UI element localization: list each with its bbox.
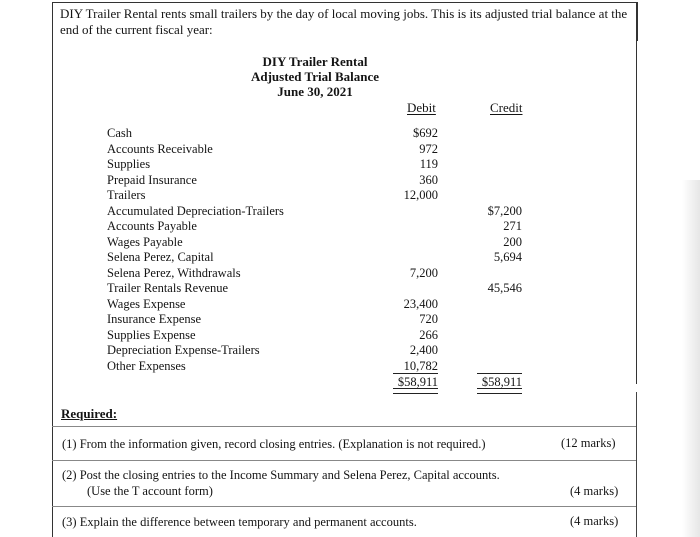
report-date: June 30, 2021 [277,84,353,99]
debit-total: $58,911 [397,375,438,389]
question-separator-1 [52,426,636,427]
account-name: Wages Expense [107,296,186,311]
frame-left-border [52,2,53,537]
debit-amount: 2,400 [409,343,438,357]
account-name: Trailers [107,188,146,202]
credit-total: $58,911 [481,375,522,389]
debit-double-underline [393,388,438,394]
debit-amount: 972 [419,141,438,156]
account-name: Accounts Receivable [107,141,213,156]
company-name: DIY Trailer Rental [262,54,368,69]
debit-amount: 12,000 [403,188,438,202]
debit-total-rule [393,373,438,374]
credit-column-header: Credit [490,100,523,115]
debit-amount: 10,782 [403,358,438,373]
credit-amount: 271 [503,219,522,233]
debit-amount: 119 [419,157,438,171]
intro-text: DIY Trailer Rental rents small trailers by the day of local moving jobs. This is its adjusted trial balance at the end of the current fiscal year: [60,6,628,37]
debit-amount: 7,200 [409,265,438,280]
question-1-marks: (12 marks) [561,436,616,450]
account-name: Wages Payable [107,234,183,249]
question-3-text: (3) Explain the difference between temporary and permanent accounts. [62,515,417,529]
frame-right-border [636,2,637,384]
account-name: Insurance Expense [107,312,202,326]
question-3-marks: (4 marks) [570,514,619,528]
account-name: Prepaid Insurance [107,172,197,187]
credit-total-rule [477,373,522,374]
account-name: Selena Perez, Withdrawals [107,265,241,280]
account-name: Trailer Rentals Revenue [107,281,229,295]
account-name: Supplies Expense [107,327,196,342]
account-name: Accumulated Depreciation-Trailers [107,203,284,218]
question-separator-2 [52,460,636,461]
required-heading: Required: [61,406,118,421]
debit-amount: 720 [419,312,438,326]
frame-right-border-lower [636,392,637,537]
credit-amount: 200 [503,234,522,249]
debit-amount: 266 [419,327,438,342]
debit-amount: 360 [419,172,438,187]
question-separator-3 [52,506,636,507]
debit-column-header: Debit [407,100,436,115]
report-title: Adjusted Trial Balance [250,69,380,84]
question-2-marks: (4 marks) [570,484,619,498]
credit-double-underline [477,388,522,394]
account-name: Cash [107,126,132,140]
debit-amount: $692 [413,126,438,140]
question-2-subtext: (Use the T account form) [87,484,213,498]
question-1-text: (1) From the information given, record closing entries. (Explanation is not required.) [62,437,486,451]
account-name: Accounts Payable [107,219,197,233]
account-name: Supplies [107,157,151,171]
account-name: Selena Perez, Capital [107,250,214,264]
credit-amount: 5,694 [493,250,522,264]
account-name: Depreciation Expense-Trailers [107,343,260,357]
account-name: Other Expenses [107,358,186,373]
credit-amount: $7,200 [487,203,522,218]
credit-amount: 45,546 [487,281,522,295]
page-shadow [682,180,700,537]
question-2-text: (2) Post the closing entries to the Income Summary and Selena Perez, Capital accounts. [62,468,500,482]
debit-amount: 23,400 [403,296,438,311]
